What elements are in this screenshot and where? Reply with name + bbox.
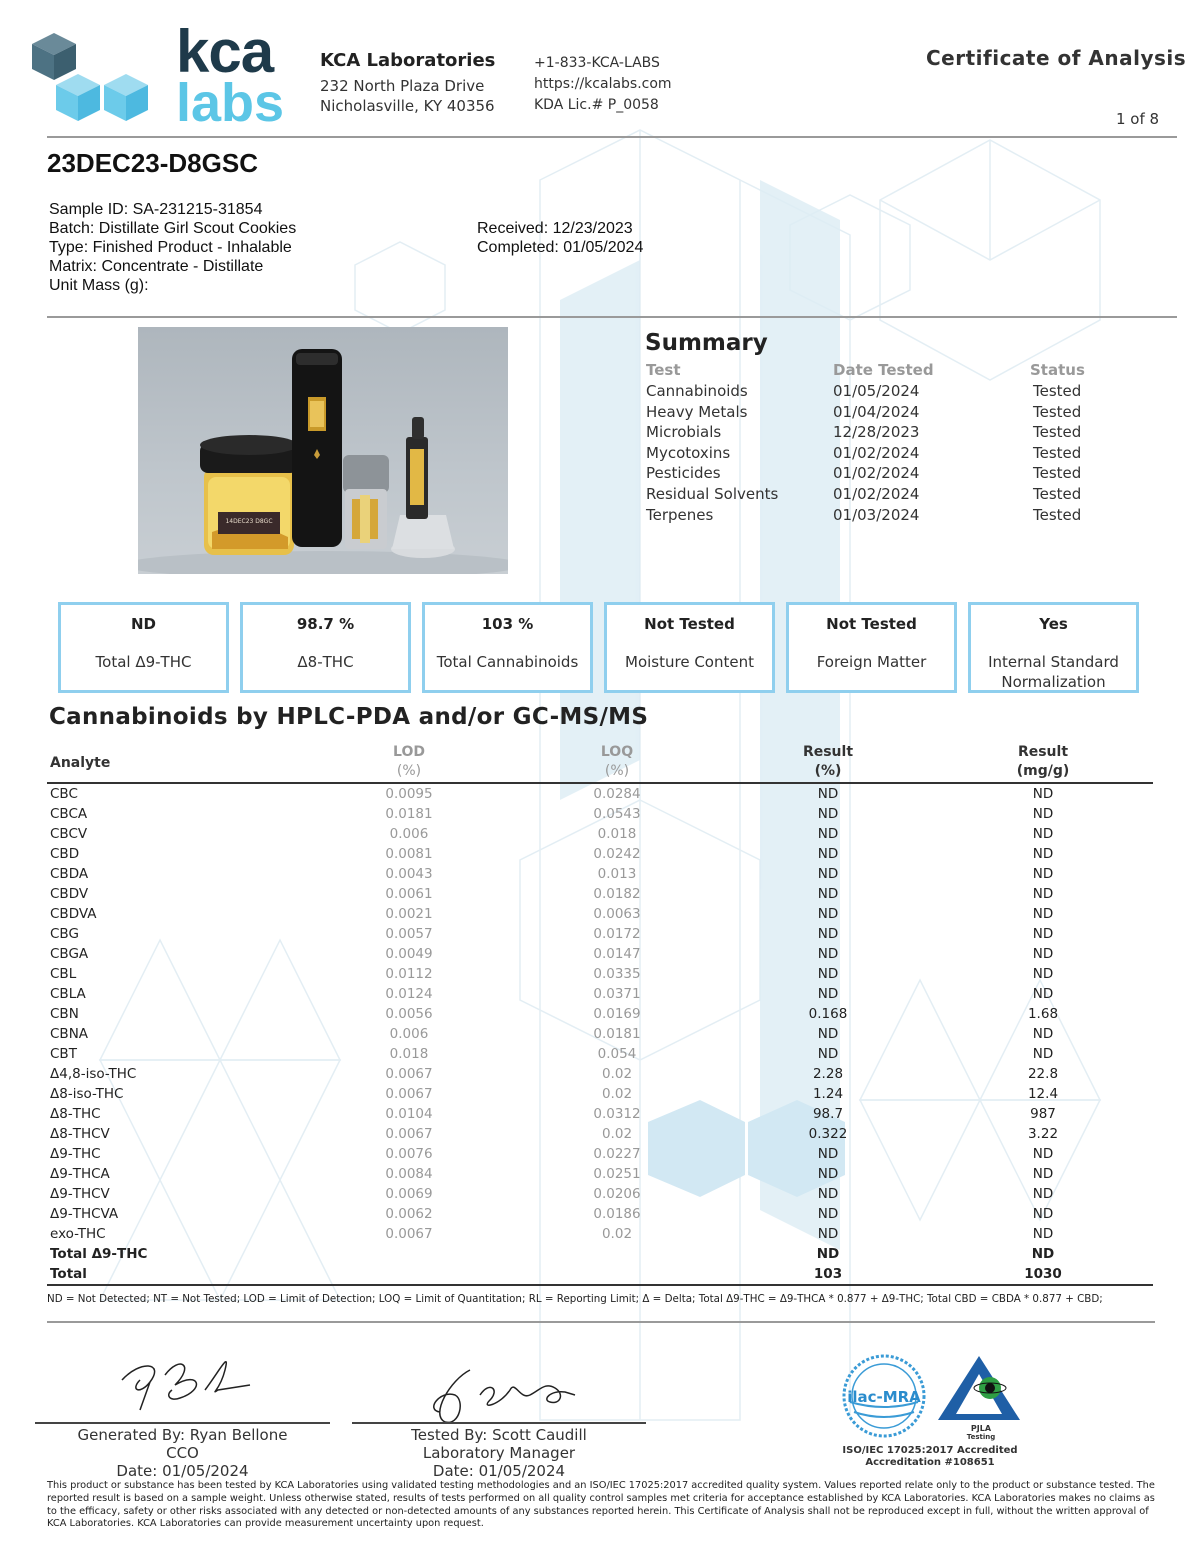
summary-test-name: Mycotoxins bbox=[646, 443, 731, 462]
tested-by-block: Tested By: Scott Caudill Laboratory Manager Date: 01/05/2024 bbox=[411, 1426, 587, 1480]
pjla-label: PJLA Testing bbox=[966, 1424, 996, 1441]
analyte-loq: 0.0206 bbox=[593, 1186, 641, 1202]
result-card-value: Not Tested bbox=[826, 615, 917, 633]
analyte-result-mg: ND bbox=[1032, 1146, 1054, 1162]
analyte-name: CBL bbox=[50, 966, 77, 982]
total-row-name: Total bbox=[50, 1266, 87, 1282]
result-card bbox=[240, 602, 411, 693]
column-header-loq: LOQ (%) bbox=[600, 744, 634, 779]
summary-status: Tested bbox=[1033, 382, 1082, 400]
analyte-result-mg: ND bbox=[1032, 966, 1054, 982]
analyte-result-percent: 2.28 bbox=[812, 1066, 844, 1082]
analyte-lod: 0.0095 bbox=[385, 786, 433, 802]
analyte-lod: 0.0057 bbox=[385, 926, 433, 942]
summary-date-tested: 01/02/2024 bbox=[833, 464, 920, 483]
summary-status: Tested bbox=[1033, 505, 1082, 524]
analyte-result-percent: ND bbox=[817, 1146, 839, 1162]
document-title: Certificate of Analysis bbox=[926, 46, 1187, 70]
analyte-result-mg: 1.68 bbox=[1027, 1006, 1059, 1022]
analyte-loq: 0.0371 bbox=[593, 986, 641, 1002]
analyte-result-mg: 22.8 bbox=[1027, 1066, 1059, 1082]
pjla-logo-icon bbox=[934, 1352, 1024, 1422]
summary-test-name: Heavy Metals bbox=[646, 402, 748, 421]
product-illustration bbox=[138, 327, 508, 574]
table-footnote: ND = Not Detected; NT = Not Tested; LOD = Limit of Detection; LOQ = Limit of Quantitation; RL = Reporting Limit; Δ = Delta; Total Δ9-THC = Δ9-THCA * 0.877 + Δ9-THC; Total CBD = CBDA * 0.877 + CBD; bbox=[47, 1293, 1103, 1305]
summary-date-tested: 01/04/2024 bbox=[833, 402, 920, 421]
analyte-result-mg: ND bbox=[1032, 1046, 1054, 1062]
column-header-lod: LOD (%) bbox=[393, 744, 425, 779]
result-card-value: Not Tested bbox=[644, 615, 735, 633]
svg-text:14DEC23 D8GC: 14DEC23 D8GC bbox=[225, 518, 273, 525]
analyte-loq: 0.054 bbox=[597, 1046, 637, 1062]
generated-by-block: Generated By: Ryan Bellone CCO Date: 01/05/2024 bbox=[77, 1426, 288, 1480]
result-card-label: Internal Standard Normalization bbox=[988, 653, 1119, 691]
analyte-loq: 0.018 bbox=[597, 826, 637, 842]
analyte-result-mg: ND bbox=[1032, 826, 1054, 842]
analyte-name: CBN bbox=[50, 1006, 79, 1022]
analyte-name: Δ8-THCV bbox=[50, 1126, 110, 1142]
analyte-result-mg: 987 bbox=[1030, 1106, 1056, 1122]
analyte-name: exo-THC bbox=[50, 1226, 106, 1242]
analyte-result-mg: 3.22 bbox=[1027, 1126, 1059, 1142]
analyte-lod: 0.0112 bbox=[385, 966, 433, 982]
analyte-name: Δ9-THCV bbox=[50, 1186, 110, 1202]
analyte-result-percent: ND bbox=[817, 886, 839, 902]
analyte-lod: 0.0081 bbox=[385, 846, 433, 862]
logo-wordmark-labs: labs bbox=[176, 73, 285, 133]
analyte-lod: 0.0181 bbox=[385, 806, 433, 822]
analyte-lod: 0.006 bbox=[389, 1026, 429, 1042]
analyte-result-percent: ND bbox=[817, 826, 839, 842]
analyte-loq: 0.0251 bbox=[593, 1166, 641, 1182]
analyte-result-percent: ND bbox=[817, 1186, 839, 1202]
legal-disclaimer: This product or substance has been tested by KCA Laboratories using validated testing methodologies and an ISO/IEC 17025:2017 accredited quality system. Values reported relate only to the product or substance tested. The reported result is based on a sample weight. Unless otherwise stated, results of tests performed on all quality control samples met criteria for acceptance established by KCA Laboratories. KCA Laboratories makes no claims as to the efficacy, safety or other risks associated with any detected or non-detected amounts of any substances reported herein. This Certificate of Analysis shall not be reproduced except in full, without the written approval of KCA Laboratories. KCA Laboratories can provide measurement uncertainty upon request. bbox=[47, 1480, 1155, 1530]
signature-ryan-bellone bbox=[110, 1350, 270, 1420]
analyte-loq: 0.013 bbox=[597, 866, 637, 882]
total-row-result-percent: ND bbox=[816, 1246, 840, 1262]
summary-header-date: Date Tested bbox=[833, 361, 934, 379]
analyte-result-percent: ND bbox=[817, 1166, 839, 1182]
summary-status: Tested bbox=[1033, 443, 1082, 462]
result-card-label: Δ8-THC bbox=[297, 653, 354, 671]
analyte-name: CBLA bbox=[50, 986, 86, 1002]
analyte-name: CBT bbox=[50, 1046, 77, 1062]
analyte-loq: 0.0284 bbox=[593, 786, 641, 802]
summary-test-name: Residual Solvents bbox=[646, 485, 779, 503]
result-card-label: Moisture Content bbox=[625, 653, 754, 671]
analyte-loq: 0.02 bbox=[601, 1086, 633, 1102]
analyte-result-percent: ND bbox=[817, 806, 839, 822]
analyte-loq: 0.0063 bbox=[593, 906, 641, 922]
result-card-value: 98.7 % bbox=[296, 615, 355, 633]
analyte-result-percent: ND bbox=[817, 846, 839, 862]
analyte-lod: 0.0067 bbox=[385, 1086, 433, 1102]
summary-status: Tested bbox=[1033, 402, 1082, 421]
analyte-loq: 0.02 bbox=[601, 1226, 633, 1242]
analyte-lod: 0.0056 bbox=[385, 1006, 433, 1022]
analyte-result-percent: ND bbox=[817, 946, 839, 962]
summary-test-name: Terpenes bbox=[646, 505, 714, 524]
analyte-name: CBC bbox=[50, 786, 78, 802]
column-header-result-mg: Result (mg/g) bbox=[1016, 744, 1070, 779]
summary-header-status: Status bbox=[1030, 361, 1085, 379]
analyte-loq: 0.0147 bbox=[593, 946, 641, 962]
analyte-name: Δ8-THC bbox=[50, 1106, 101, 1122]
sample-type: Type: Finished Product - Inhalable bbox=[49, 239, 292, 256]
analyte-result-mg: ND bbox=[1032, 926, 1054, 942]
analyte-result-mg: ND bbox=[1032, 1206, 1054, 1222]
analyte-result-mg: ND bbox=[1032, 986, 1054, 1002]
analyte-result-percent: ND bbox=[817, 966, 839, 982]
analyte-result-percent: 1.24 bbox=[812, 1086, 844, 1102]
lab-name: KCA Laboratories bbox=[320, 50, 496, 71]
analyte-loq: 0.0242 bbox=[593, 846, 641, 862]
analyte-name: CBDV bbox=[50, 886, 89, 902]
analyte-result-mg: ND bbox=[1032, 946, 1054, 962]
footnote-divider bbox=[47, 1321, 1155, 1323]
analyte-lod: 0.0076 bbox=[385, 1146, 433, 1162]
analyte-lod: 0.0124 bbox=[385, 986, 433, 1002]
analyte-result-mg: 12.4 bbox=[1027, 1086, 1059, 1102]
column-header-result-percent: Result (%) bbox=[802, 744, 854, 779]
summary-status: Tested bbox=[1033, 464, 1082, 483]
analyte-result-percent: ND bbox=[817, 1046, 839, 1062]
analyte-result-mg: ND bbox=[1032, 1186, 1054, 1202]
sample-batch: Batch: Distillate Girl Scout Cookies bbox=[49, 220, 297, 237]
summary-date-tested: 01/03/2024 bbox=[833, 505, 920, 524]
analyte-loq: 0.02 bbox=[601, 1066, 633, 1082]
analyte-lod: 0.0061 bbox=[385, 886, 433, 902]
analyte-lod: 0.018 bbox=[389, 1046, 429, 1062]
total-row-result-mg: ND bbox=[1031, 1246, 1055, 1262]
analyte-lod: 0.0021 bbox=[385, 906, 433, 922]
result-card bbox=[604, 602, 775, 693]
result-card-label: Foreign Matter bbox=[816, 653, 927, 671]
analyte-loq: 0.0172 bbox=[593, 926, 641, 942]
sample-matrix: Matrix: Concentrate - Distillate bbox=[49, 258, 264, 275]
summary-test-name: Pesticides bbox=[646, 464, 721, 483]
signature-scott-caudill bbox=[420, 1360, 590, 1430]
accreditation-text: ISO/IEC 17025:2017 Accredited Accreditation #108651 bbox=[842, 1445, 1018, 1468]
analyte-result-mg: ND bbox=[1032, 1226, 1054, 1242]
analyte-result-percent: ND bbox=[817, 1206, 839, 1222]
lab-website: https://kcalabs.com bbox=[534, 76, 672, 92]
table-bottom-rule bbox=[47, 1284, 1153, 1286]
ilac-mra-logo-icon bbox=[840, 1352, 928, 1440]
analyte-name: CBGA bbox=[50, 946, 89, 962]
analyte-loq: 0.0169 bbox=[593, 1006, 641, 1022]
info-divider bbox=[47, 316, 1177, 318]
analyte-name: CBD bbox=[50, 846, 80, 862]
analyte-lod: 0.0067 bbox=[385, 1126, 433, 1142]
analyte-name: CBG bbox=[50, 926, 79, 942]
analyte-lod: 0.0069 bbox=[385, 1186, 433, 1202]
lab-phone: +1-833-KCA-LABS bbox=[534, 55, 660, 71]
analyte-loq: 0.0181 bbox=[593, 1026, 641, 1042]
signature-line-1 bbox=[35, 1422, 330, 1424]
sample-id: Sample ID: SA-231215-31854 bbox=[49, 201, 263, 218]
column-header-analyte: Analyte bbox=[50, 755, 111, 771]
sample-dates-block bbox=[477, 219, 643, 257]
logo-wordmark-kca: kca bbox=[176, 18, 274, 85]
analyte-result-percent: 0.322 bbox=[808, 1126, 848, 1142]
lab-address-line2: Nicholasville, KY 40356 bbox=[320, 97, 495, 115]
total-row-result-percent: 103 bbox=[813, 1266, 843, 1282]
analyte-result-mg: ND bbox=[1032, 1166, 1054, 1182]
analyte-name: CBDVA bbox=[50, 906, 97, 922]
analyte-result-percent: ND bbox=[817, 1226, 839, 1242]
analyte-loq: 0.02 bbox=[601, 1126, 633, 1142]
analyte-name: Δ4,8-iso-THC bbox=[50, 1066, 137, 1082]
analyte-result-percent: ND bbox=[817, 926, 839, 942]
kca-cubes-logo-icon bbox=[30, 30, 155, 126]
analyte-result-percent: ND bbox=[817, 986, 839, 1002]
product-photo bbox=[138, 327, 508, 574]
analyte-loq: 0.0186 bbox=[593, 1206, 641, 1222]
summary-date-tested: 01/02/2024 bbox=[833, 443, 920, 462]
summary-date-tested: 12/28/2023 bbox=[833, 423, 920, 442]
analyte-lod: 0.0062 bbox=[385, 1206, 433, 1222]
result-card-label: Total Δ9-THC bbox=[95, 653, 192, 671]
analyte-name: CBDA bbox=[50, 866, 89, 882]
header-divider bbox=[47, 136, 1177, 138]
analyte-lod: 0.0043 bbox=[385, 866, 433, 882]
sample-code: 23DEC23-D8GSC bbox=[47, 148, 258, 178]
summary-title: Summary bbox=[645, 330, 768, 356]
total-row-result-mg: 1030 bbox=[1024, 1266, 1062, 1282]
analyte-result-mg: ND bbox=[1032, 866, 1054, 882]
analyte-result-mg: ND bbox=[1032, 786, 1054, 802]
sample-info-block bbox=[49, 200, 296, 295]
analyte-lod: 0.0104 bbox=[385, 1106, 433, 1122]
total-row-name: Total Δ9-THC bbox=[50, 1246, 148, 1262]
summary-date-tested: 01/02/2024 bbox=[833, 485, 920, 503]
result-card bbox=[422, 602, 593, 693]
summary-header-test: Test bbox=[646, 361, 681, 379]
analyte-result-mg: ND bbox=[1032, 1026, 1054, 1042]
analyte-lod: 0.0067 bbox=[385, 1066, 433, 1082]
analyte-loq: 0.0543 bbox=[593, 806, 641, 822]
analyte-name: CBNA bbox=[50, 1026, 89, 1042]
lab-license: KDA Lic.# P_0058 bbox=[534, 97, 659, 113]
analyte-name: Δ9-THCA bbox=[50, 1166, 110, 1182]
analyte-result-percent: ND bbox=[817, 866, 839, 882]
analyte-result-mg: ND bbox=[1032, 886, 1054, 902]
analyte-loq: 0.0182 bbox=[593, 886, 641, 902]
analyte-loq: 0.0227 bbox=[593, 1146, 641, 1162]
result-card bbox=[968, 602, 1139, 693]
analyte-lod: 0.0084 bbox=[385, 1166, 433, 1182]
analyte-lod: 0.006 bbox=[389, 826, 429, 842]
completed-date: Completed: 01/05/2024 bbox=[477, 239, 644, 256]
analyte-loq: 0.0312 bbox=[593, 1106, 641, 1122]
analyte-name: CBCV bbox=[50, 826, 88, 842]
result-card bbox=[786, 602, 957, 693]
analyte-lod: 0.0049 bbox=[385, 946, 433, 962]
summary-status: Tested bbox=[1033, 485, 1082, 503]
analyte-result-mg: ND bbox=[1032, 846, 1054, 862]
result-card-value: ND bbox=[130, 615, 156, 633]
analyte-result-percent: 0.168 bbox=[808, 1006, 848, 1022]
result-card-value: Yes bbox=[1039, 615, 1068, 633]
summary-date-tested: 01/05/2024 bbox=[833, 382, 920, 400]
received-date: Received: 12/23/2023 bbox=[477, 220, 633, 237]
result-card-label: Total Cannabinoids bbox=[436, 653, 579, 671]
analyte-loq: 0.0335 bbox=[593, 966, 641, 982]
sample-unit-mass: Unit Mass (g): bbox=[49, 277, 149, 294]
analyte-lod: 0.0067 bbox=[385, 1226, 433, 1242]
page-number: 1 of 8 bbox=[1116, 110, 1160, 128]
analyte-result-percent: ND bbox=[817, 906, 839, 922]
summary-status: Tested bbox=[1033, 423, 1082, 442]
result-card-value: 103 % bbox=[481, 615, 534, 633]
analyte-name: Δ8-iso-THC bbox=[50, 1086, 124, 1102]
analyte-result-mg: ND bbox=[1032, 806, 1054, 822]
analyte-name: Δ9-THC bbox=[50, 1146, 101, 1162]
analyte-result-percent: 98.7 bbox=[812, 1106, 844, 1122]
cannabinoids-section-title: Cannabinoids by HPLC-PDA and/or GC-MS/MS bbox=[49, 704, 649, 730]
analyte-name: Δ9-THCVA bbox=[50, 1206, 119, 1222]
result-card bbox=[58, 602, 229, 693]
analyte-result-percent: ND bbox=[817, 1026, 839, 1042]
summary-test-name: Microbials bbox=[646, 423, 722, 442]
summary-test-name: Cannabinoids bbox=[646, 382, 748, 400]
analyte-result-percent: ND bbox=[817, 786, 839, 802]
analyte-name: CBCA bbox=[50, 806, 88, 822]
signature-line-2 bbox=[352, 1422, 646, 1424]
lab-address-line1: 232 North Plaza Drive bbox=[320, 77, 485, 95]
analyte-result-mg: ND bbox=[1032, 906, 1054, 922]
svg-text:ilac-MRA: ilac-MRA bbox=[847, 1388, 921, 1406]
